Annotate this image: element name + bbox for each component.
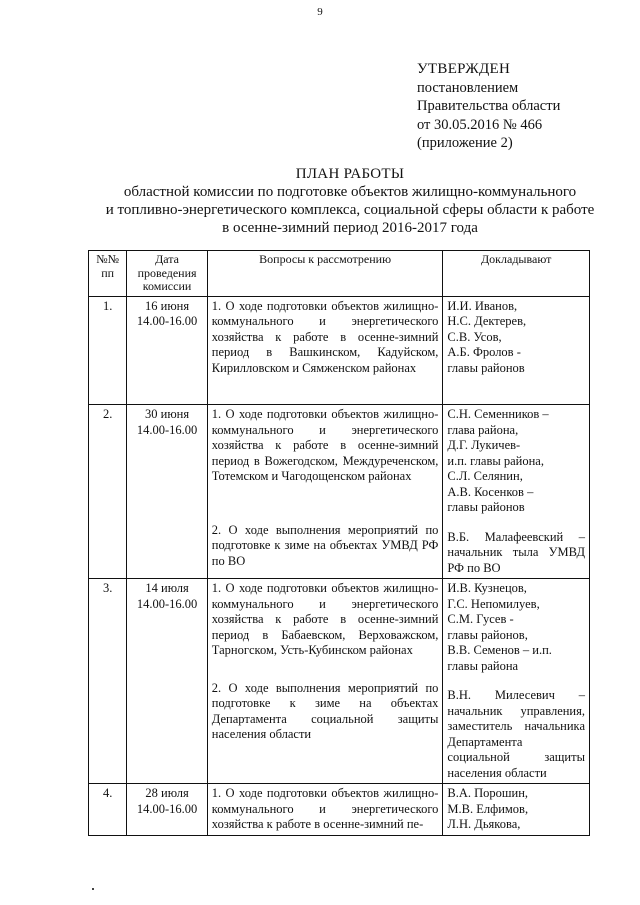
reporter-text: И.И. Иванов, Н.С. Дектерев, С.В. Усов, А.Б. Фролов - главы районов xyxy=(447,298,527,375)
time-value: 14.00-16.00 xyxy=(136,422,198,437)
header-reporters: Докладывают xyxy=(443,251,590,297)
reporter-text: С.Н. Семенников – глава района, Д.Г. Лукичев- и.п. главы района, С.Л. Селянин, А.В. Косенков – главы районов xyxy=(447,407,549,514)
row-questions xyxy=(207,296,443,405)
question-item: 2. О ходе выполнения мероприятий по подготовке к зиме на объектах Департамента социальной защиты населения области xyxy=(211,680,439,741)
reporter-text: В.А. Порошин, М.В. Елфимов, Л.Н. Дьякова, xyxy=(447,786,529,831)
row-reporters xyxy=(443,579,590,784)
title-line: в осенне-зимний период 2016-2017 года xyxy=(222,220,478,236)
row-reporters xyxy=(443,296,590,405)
date-value: 30 июня xyxy=(145,407,190,421)
question-item: 1. О ходе подготовки объектов жилищно-коммунального и энергетического хозяйства к работе в осенне-зимний период в Бабаевском, Верховажском, Тарногском, Усть-Кубинском районах xyxy=(211,581,439,657)
question-item: 2. О ходе выполнения мероприятий по подготовке к зиме на объектах УМВД РФ по ВО xyxy=(211,522,439,568)
row-date xyxy=(127,784,207,836)
scan-speck xyxy=(92,888,94,890)
reporter-text: И.В. Кузнецов, Г.С. Непомилуев, С.М. Гусев - главы районов, В.В. Семенов – и.п. главы района xyxy=(447,581,552,673)
document-title xyxy=(80,165,620,237)
title-line: и топливно-энергетического комплекса, социальной сферы области к работе xyxy=(105,202,595,218)
row-date xyxy=(127,579,207,784)
table-header-row xyxy=(89,251,590,297)
approval-line: (приложение 2) xyxy=(417,135,513,151)
reporter-text: В.Н. Милесевич – начальник управления, заместитель начальника Департамента социальной защиты населения области xyxy=(447,688,585,780)
table-row xyxy=(89,579,590,784)
approval-heading: УТВЕРЖДЕН xyxy=(417,61,511,77)
time-value: 14.00-16.00 xyxy=(136,801,198,816)
row-questions xyxy=(207,579,443,784)
header-num: №№ пп xyxy=(89,251,127,297)
approval-line: от 30.05.2016 № 466 xyxy=(417,116,543,133)
header-date: Дата проведения комиссии xyxy=(127,251,207,297)
title-line: ПЛАН РАБОТЫ xyxy=(295,166,405,182)
header-questions: Вопросы к рассмотрению xyxy=(207,251,443,297)
table-row xyxy=(89,405,590,579)
date-value: 14 июля xyxy=(145,581,189,595)
reporter-text: В.Б. Малафеевский – начальник тыла УМВД РФ по ВО xyxy=(447,529,585,575)
question-item: 1. О ходе подготовки объектов жилищно-коммунального и энергетического хозяйства к работе в осенне-зимний период в Вашкинском, Кадуйском, Кирилловском и Сямженском районах xyxy=(211,298,439,375)
approval-stamp xyxy=(417,60,560,153)
row-date xyxy=(127,405,207,579)
table-row xyxy=(89,784,590,836)
row-number: 3. xyxy=(89,579,127,784)
row-reporters xyxy=(443,405,590,579)
row-date xyxy=(127,296,207,405)
question-item: 1. О ходе подготовки объектов жилищно-коммунального и энергетического хозяйства к работе в осенне-зимний пе- xyxy=(211,786,439,831)
row-number: 1. xyxy=(89,296,127,405)
approval-line: Правительства области xyxy=(417,98,561,114)
row-number: 2. xyxy=(89,405,127,579)
row-questions xyxy=(207,405,443,579)
approval-line: постановлением xyxy=(417,79,519,96)
page-number: 9 xyxy=(317,6,323,18)
date-value: 28 июля xyxy=(145,786,189,800)
row-reporters xyxy=(443,784,590,836)
work-plan-table xyxy=(88,250,590,836)
date-value: 16 июня xyxy=(145,298,190,313)
time-value: 14.00-16.00 xyxy=(136,596,198,611)
question-item: 1. О ходе подготовки объектов жилищно-коммунального и энергетического хозяйства к работе в осенне-зимний период в Вожегодском, Междуреченском, Тотемском и Чагодощенском районах xyxy=(211,407,439,483)
row-questions xyxy=(207,784,443,836)
table-row xyxy=(89,296,590,405)
time-value: 14.00-16.00 xyxy=(136,314,198,328)
row-number: 4. xyxy=(89,784,127,836)
title-line: областной комиссии по подготовке объектов жилищно-коммунального xyxy=(123,184,577,200)
